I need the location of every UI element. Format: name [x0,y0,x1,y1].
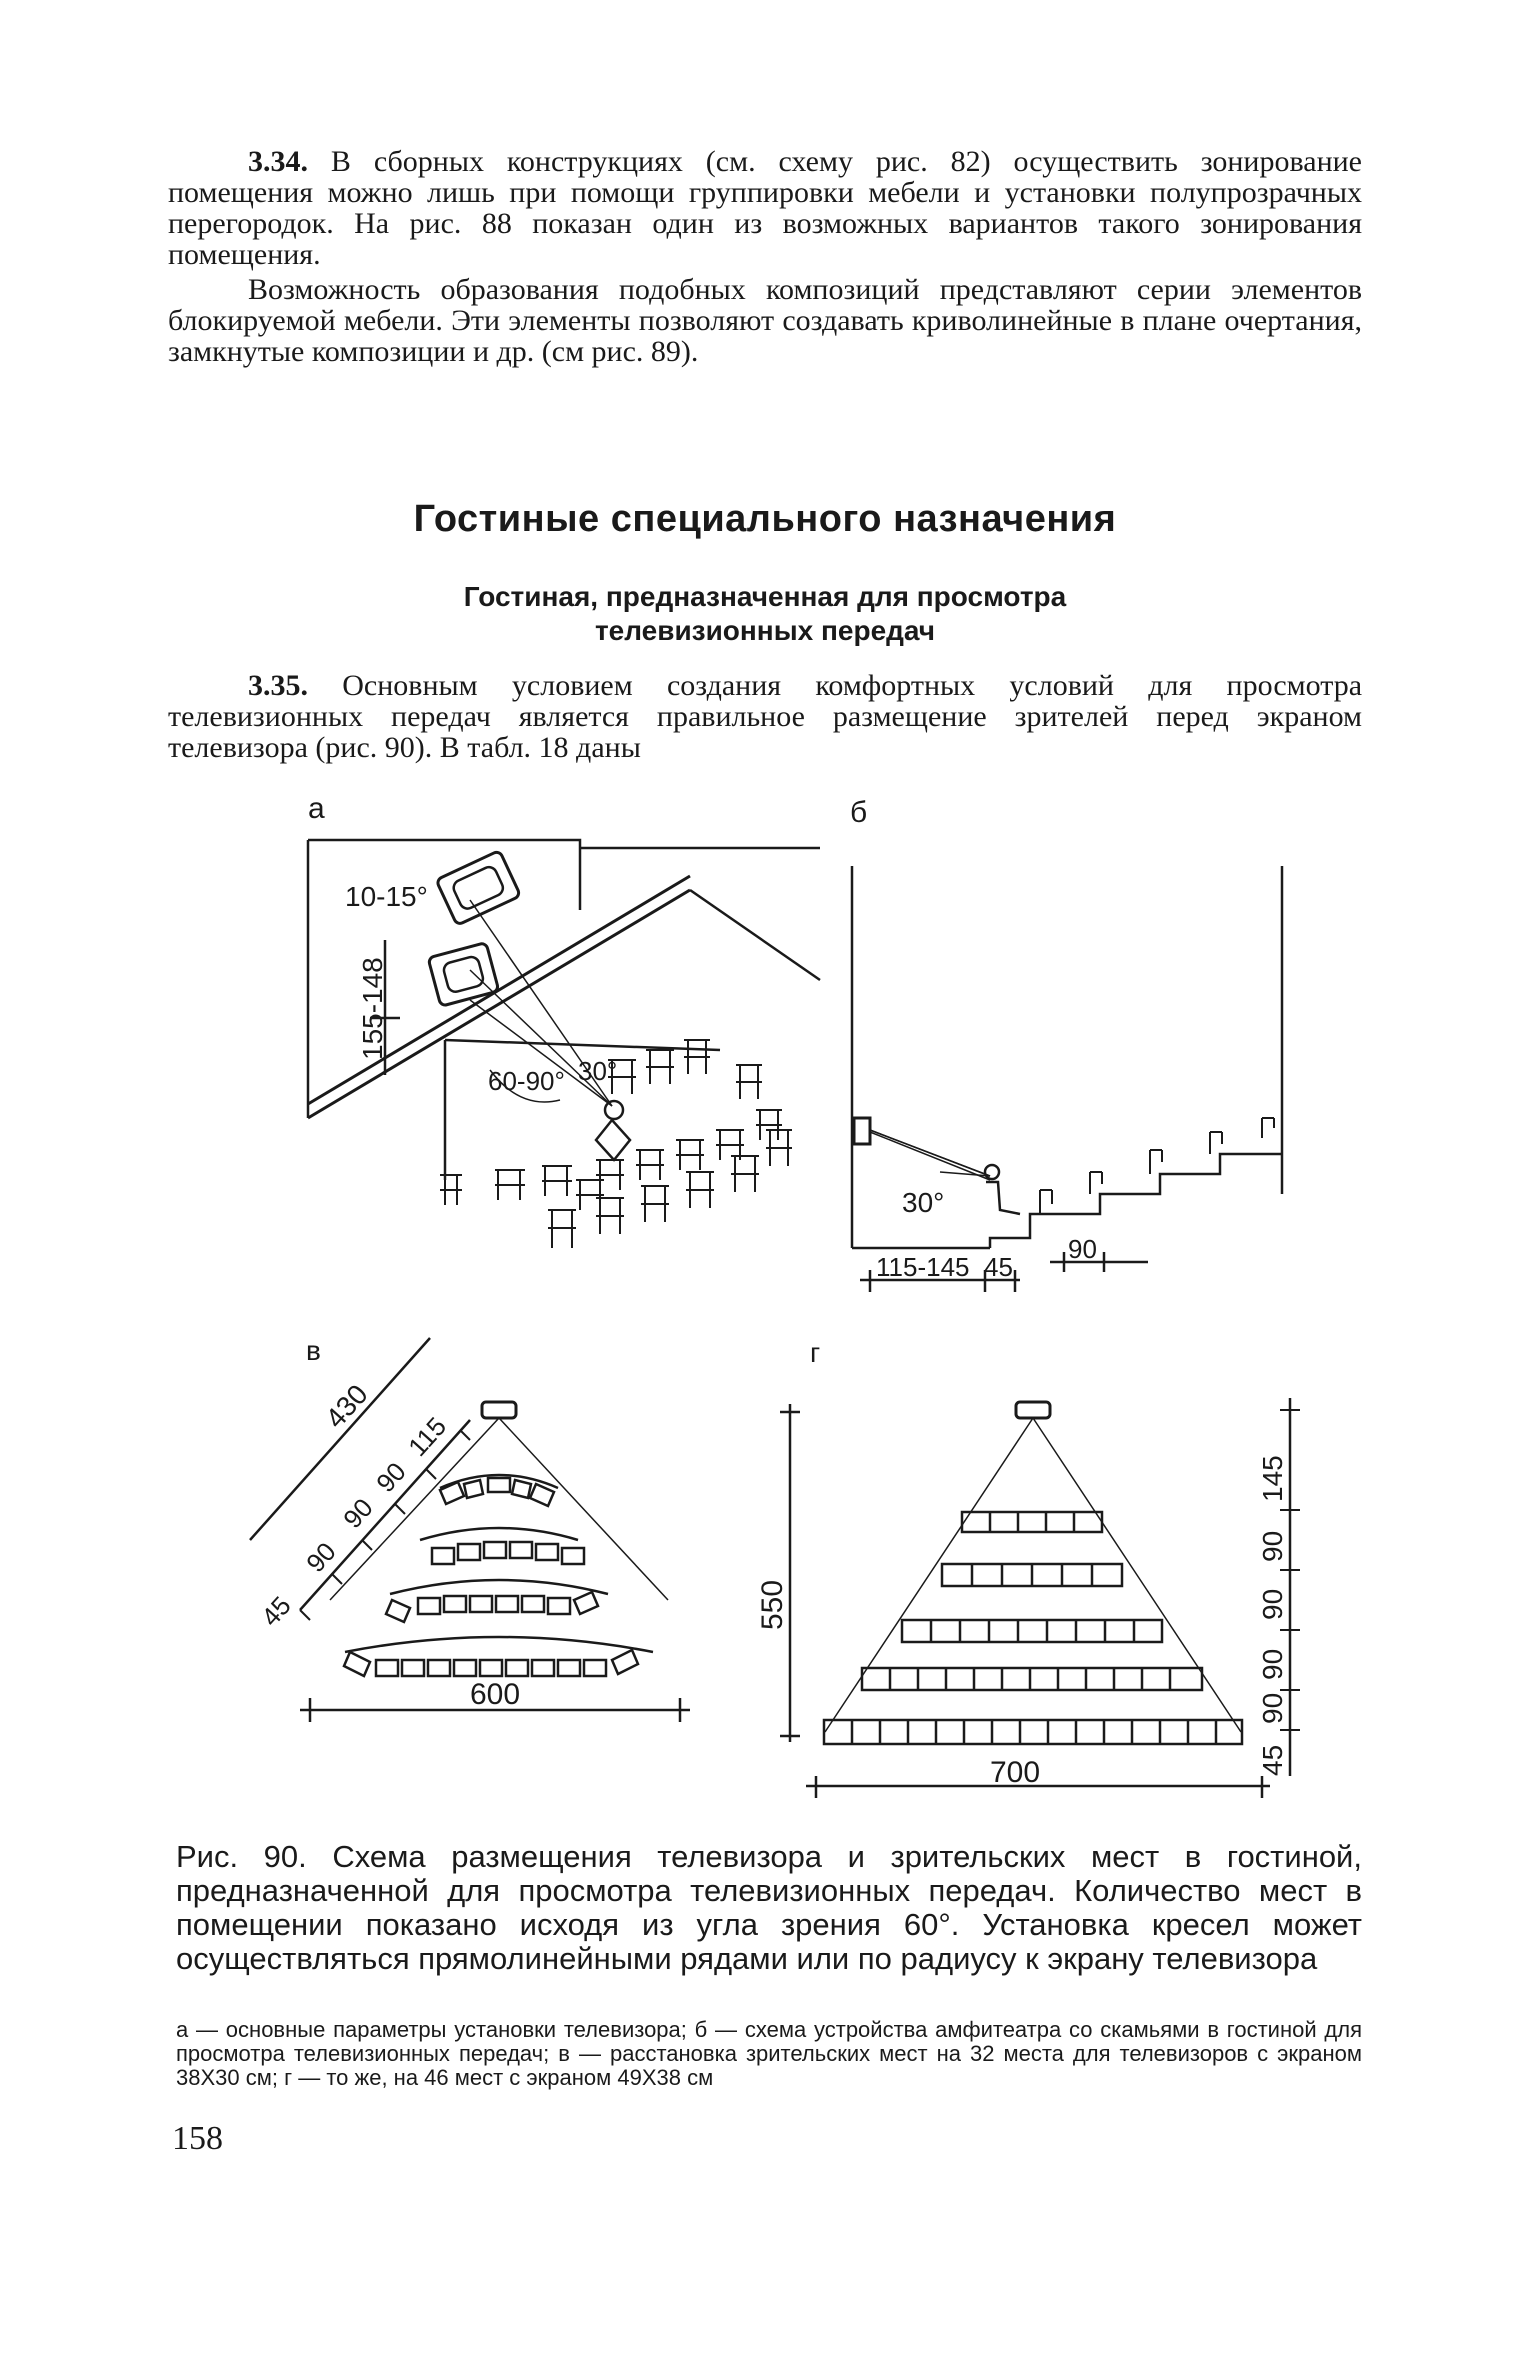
subsection-title-line-1: Гостиная, предназначенная для просмотра [463,581,1067,612]
panel-g-dim-1: 145 [1257,1455,1288,1502]
panel-v-dim-2: 90 [300,1536,342,1579]
panel-v-dim-4: 90 [370,1456,412,1499]
panel-b [850,796,1282,1292]
page-number: 158 [172,2120,223,2157]
step-dim: 90 [1068,1234,1097,1264]
tilt-angle-label: 10-15° [345,881,428,912]
panel-b-label: б [850,796,868,829]
paragraph-text: В сборных конструкциях (см. схему рис. 82) осуществить зонирование помещения можно лишь при помощи группировки мебели и установки полупрозрачных перегородок. На рис. 88 показан один из возможных вариантов такого зонирования помещения. [168,145,1362,271]
panel-v-total-dim: 430 [319,1378,374,1435]
tv-height-dim: 155-148 [357,957,388,1060]
panel-v-dim-3: 90 [337,1492,379,1535]
panel-v-label: в [306,1335,321,1366]
panel-v-dim-1: 45 [255,1590,297,1633]
panel-g [756,1337,1300,1798]
paragraph-3-34-continued: Возможность образования подобных композиций представляют серии элементов блокируемой мебели. Эти элементы позволяют создавать криволинейные в плане очертания, замкнутые композиции и др. (см рис. 89). [168,273,1362,368]
panel-g-dim-5: 90 [1257,1692,1288,1724]
section-title: Гостиные специального назначения [413,498,1117,540]
subsection-title-line-2: телевизионных передач [594,615,936,646]
paragraph-number: 3.35. [248,669,308,702]
panel-b-angle: 30° [902,1187,945,1218]
panel-a-label: а [308,792,325,825]
panel-g-dim-2: 90 [1257,1530,1288,1562]
panel-v-dim-5: 115 [402,1411,453,1463]
figure-legend: а — основные параметры установки телевизора; б — схема устройства амфитеатра со скамьями в гостиной для просмотра телевизионных передач; в — расстановка зрительских мест на 32 места для телевизоров с экраном 38Х30 см; г — то же, на 46 мест с экраном 49Х38 см [176,2017,1362,2090]
paragraph-text: Основным условием создания комфортных условий для просмотра телевизионных передач является правильное размещение зрителей перед экраном телевизора (рис. 90). В табл. 18 даны [168,669,1363,764]
panel-g-dim-3: 90 [1257,1588,1288,1620]
panel-g-dim-6: 45 [1257,1744,1288,1776]
paragraph-number: 3.34. [248,145,308,178]
viewing-angle: 30° [578,1056,618,1086]
panel-v [250,1335,690,1722]
panel-g-width-dim: 700 [990,1756,1041,1789]
panel-v-width-dim: 600 [470,1678,521,1711]
viewing-angle-range: 60-90° [488,1066,565,1096]
figure-caption: Рис. 90. Схема размещения телевизора и зрительских мест в гостиной, предназначенной для просмотра телевизионных передач. Количество мест в помещении показано исходя из угла зрения 60°. Установка кресел может осуществляться прямолинейными рядами или по радиусу к экрану телевизора [176,1839,1362,1976]
panel-g-dim-4: 90 [1257,1648,1288,1680]
panel-g-height-dim: 550 [756,1579,789,1630]
panel-a [308,792,820,1248]
tv-distance-dim: 115-145 [876,1252,970,1282]
panel-g-label: г [810,1337,821,1368]
seat-depth-dim: 45 [984,1252,1013,1282]
